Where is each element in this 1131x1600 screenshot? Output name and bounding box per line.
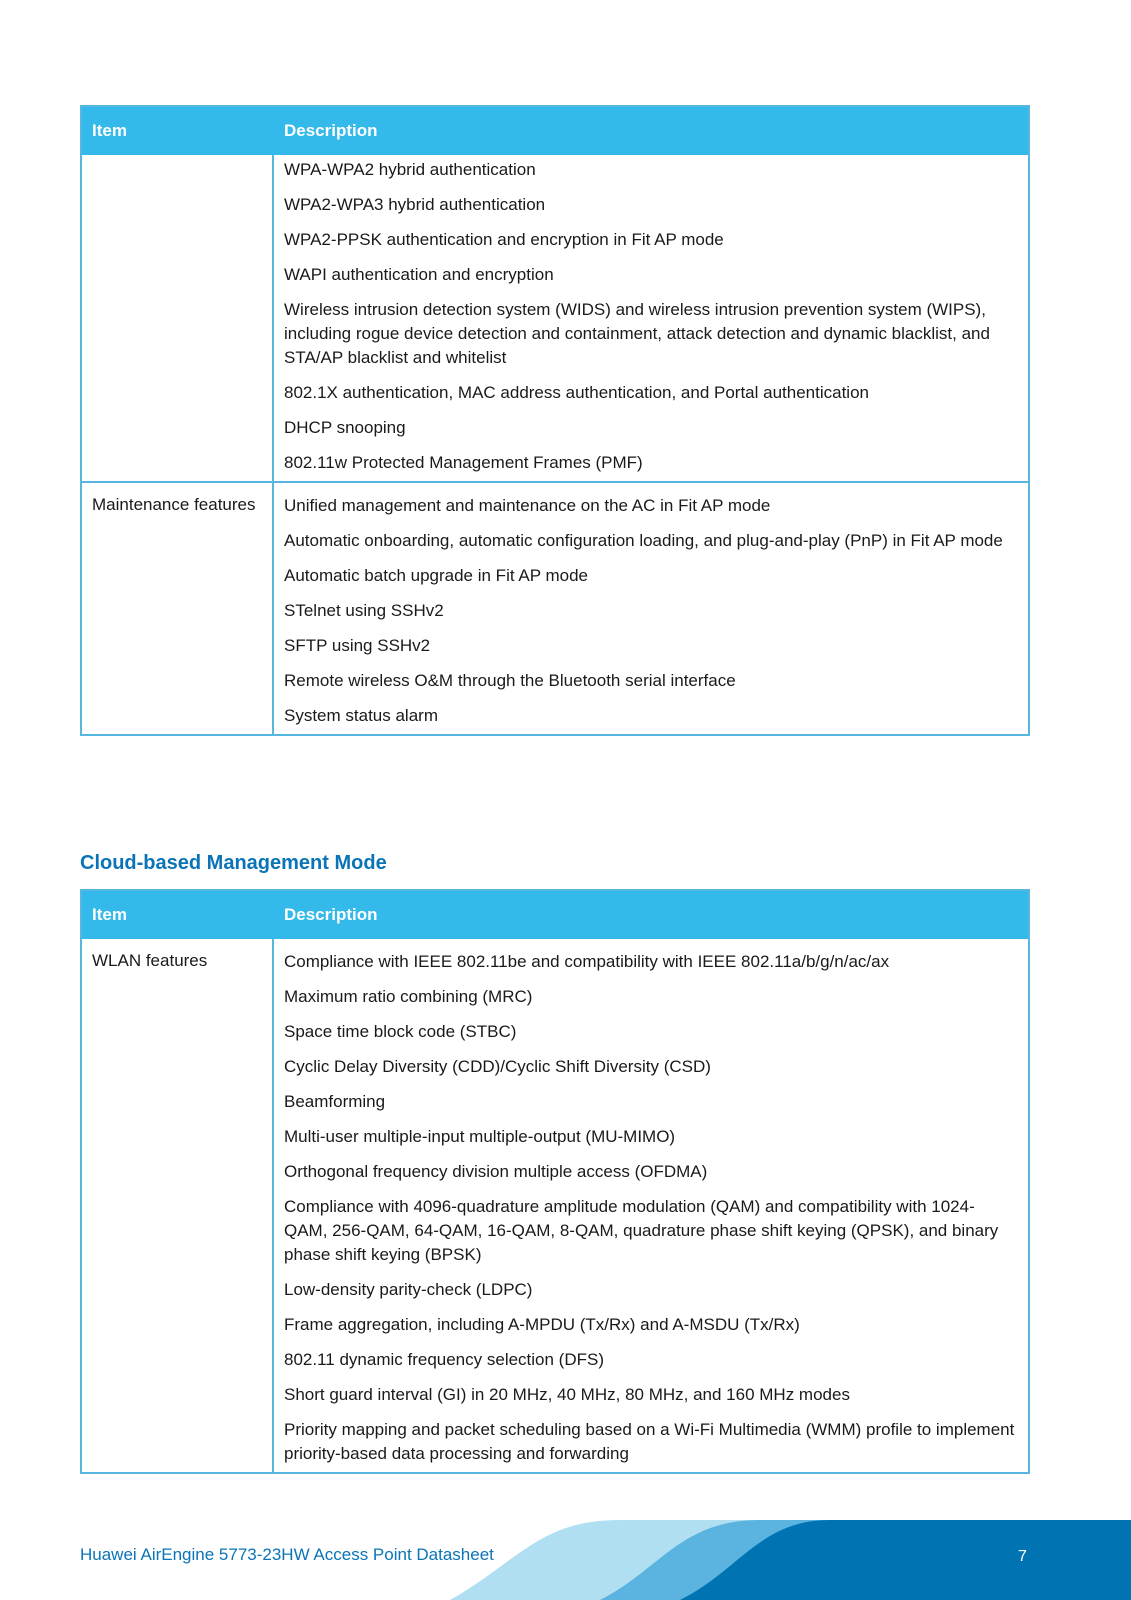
cloud-management-table: [80, 889, 1030, 1474]
description-line: Orthogonal frequency division multiple access (OFDMA): [284, 1162, 708, 1181]
page-number: 7: [1018, 1548, 1027, 1565]
description-line: 802.11 dynamic frequency selection (DFS): [284, 1350, 605, 1369]
footer-document-title: Huawei AirEngine 5773-23HW Access Point Datasheet: [80, 1545, 494, 1564]
description-line: WPA2-WPA3 hybrid authentication: [284, 195, 546, 214]
table-row: [82, 939, 1028, 1472]
row-description: [274, 939, 1028, 1472]
description-line: Short guard interval (GI) in 20 MHz, 40 MHz, 80 MHz, and 160 MHz modes: [284, 1385, 850, 1404]
header-item: Item: [92, 121, 127, 140]
description-line: Low-density parity-check (LDPC): [284, 1280, 533, 1299]
table-row: [82, 155, 1028, 481]
table-header: [82, 891, 1028, 939]
description-line: 802.11w Protected Management Frames (PMF): [284, 453, 643, 472]
row-item-label: [82, 155, 274, 481]
description-line: Cyclic Delay Diversity (CDD)/Cyclic Shift Diversity (CSD): [284, 1057, 711, 1076]
row-description: [274, 155, 1028, 481]
row-item-label: WLAN features: [82, 939, 274, 1472]
description-line: Space time block code (STBC): [284, 1022, 517, 1041]
description-line: 802.1X authentication, MAC address authentication, and Portal authentication: [284, 383, 869, 402]
row-item-label: Maintenance features: [82, 483, 274, 734]
description-line: STelnet using SSHv2: [284, 601, 444, 620]
description-line: Multi-user multiple-input multiple-output (MU-MIMO): [284, 1127, 676, 1146]
description-line: Remote wireless O&M through the Bluetooth serial interface: [284, 671, 736, 690]
description-line: Compliance with 4096-quadrature amplitude modulation (QAM) and compatibility with 1024-QAM, 256-QAM, 64-QAM, 16-QAM, 8-QAM, quadrature phase shift keying (QPSK), and binary phase shift keying (BPSK): [284, 1197, 999, 1264]
header-description: Description: [284, 905, 378, 924]
description-line: WAPI authentication and encryption: [284, 265, 554, 284]
description-line: SFTP using SSHv2: [284, 636, 431, 655]
description-line: Wireless intrusion detection system (WIDS) and wireless intrusion prevention system (WIPS), including rogue device detection and containment, attack detection and dynamic blacklist, and STA/AP blacklist and whitelist: [284, 300, 990, 367]
description-line: DHCP snooping: [284, 418, 406, 437]
description-line: Automatic batch upgrade in Fit AP mode: [284, 566, 588, 585]
description-line: Compliance with IEEE 802.11be and compatibility with IEEE 802.11a/b/g/n/ac/ax: [284, 952, 890, 971]
header-item: Item: [92, 905, 127, 924]
description-line: WPA-WPA2 hybrid authentication: [284, 160, 536, 179]
table-row: [82, 481, 1028, 734]
description-line: Priority mapping and packet scheduling based on a Wi-Fi Multimedia (WMM) profile to implement priority-based data processing and forwarding: [284, 1420, 1015, 1463]
description-line: Beamforming: [284, 1092, 386, 1111]
description-line: Unified management and maintenance on the AC in Fit AP mode: [284, 496, 771, 515]
description-line: Maximum ratio combining (MRC): [284, 987, 533, 1006]
description-line: System status alarm: [284, 706, 438, 725]
description-line: Frame aggregation, including A-MPDU (Tx/Rx) and A-MSDU (Tx/Rx): [284, 1315, 800, 1334]
section-title: Cloud-based Management Mode: [80, 852, 387, 874]
security-maintenance-table: [80, 105, 1030, 736]
table-header: [82, 107, 1028, 155]
row-description: [274, 483, 1028, 734]
description-line: Automatic onboarding, automatic configuration loading, and plug-and-play (PnP) in Fit AP mode: [284, 531, 1003, 550]
header-description: Description: [284, 121, 378, 140]
description-line: WPA2-PPSK authentication and encryption in Fit AP mode: [284, 230, 724, 249]
